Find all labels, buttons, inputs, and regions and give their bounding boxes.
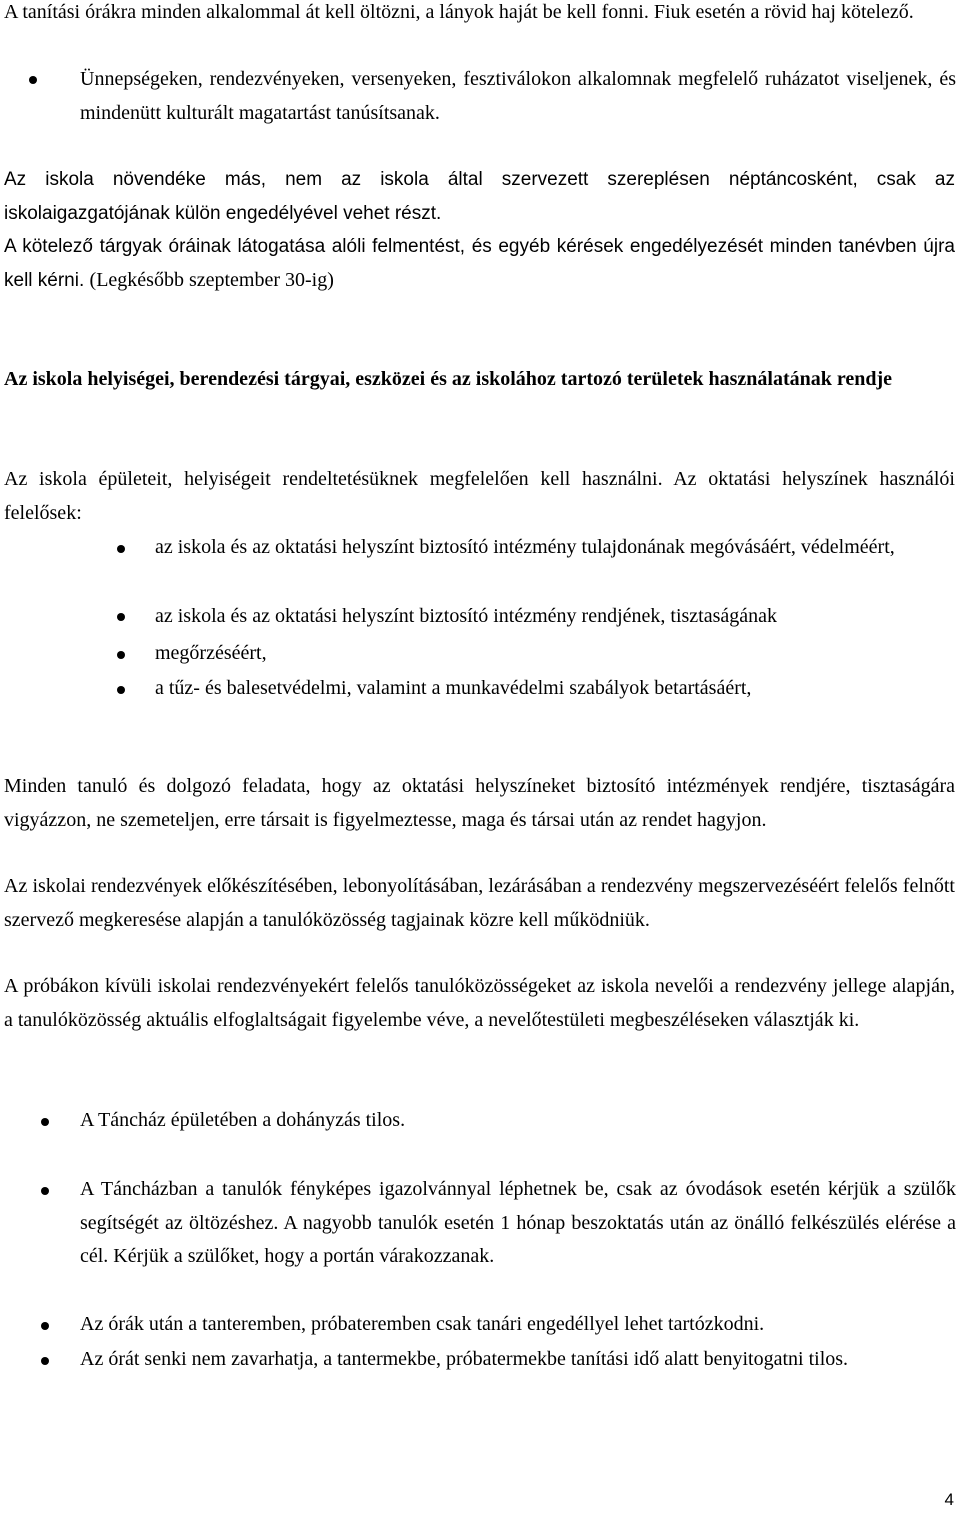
- facilities-intro: Az iskola épületeit, helyiségeit rendeltetésüknek megfelelően kell használni. Az oktatási helyszínek használói felelősek:: [4, 468, 955, 524]
- events-paragraph: Az iskolai rendezvények előkészítésében, lebonyolításában, lezárásában a rendezvény megszervezéséért felelős felnőtt szervező megkeresése alapján a tanulóközösség tagjainak közre kell működniük.: [4, 875, 955, 931]
- exemption-text: A kötelező tárgyak óráinak látogatása alóli felmentést, és egyéb kérések engedélyezését minden tanévben újra kell kérni.: [4, 236, 955, 291]
- rule-item: Az órák után a tanteremben, próbateremben csak tanári engedéllyel lehet tartózkodni.: [80, 1313, 765, 1335]
- rule-item: A Táncházban a tanulók fényképes igazolvánnyal léphetnek be, csak az óvodások esetén kérjük a szülők segítségét az öltözéshez. A nagyobb tanulók esetén 1 hónap beszoktatás után az önálló felkészülés elérése a cél. Kérjük a szülőket, hogy a portán várakozzanak.: [80, 1178, 956, 1267]
- responsibility-item: az iskola és az oktatási helyszínt biztosító intézmény rendjének, tisztaságának: [155, 605, 778, 627]
- bullet-icon: [41, 1322, 49, 1330]
- event-clothing-bullet: Ünnepségeken, rendezvényeken, versenyeken, fesztiválokon alkalomnak megfelelő ruházatot viseljenek, és mindenütt kulturált magatartást tanúsítsanak.: [80, 68, 956, 124]
- bullet-icon: [117, 613, 125, 621]
- responsibility-item: a tűz- és balesetvédelmi, valamint a munkavédelmi szabályok betartásáért,: [155, 677, 752, 699]
- clothing-rule-paragraph: A tanítási órákra minden alkalommal át kell öltözni, a lányok haját be kell fonni. Fiuk esetén a rövid haj kötelező.: [4, 1, 914, 23]
- bullet-icon: [41, 1118, 49, 1126]
- bullet-icon: [117, 651, 125, 659]
- responsibility-item: megőrzéséért,: [155, 642, 267, 664]
- page-number: 4: [944, 1490, 954, 1509]
- deadline-note: (Legkésőbb szeptember 30-ig): [89, 268, 334, 291]
- responsibility-item: az iskola és az oktatási helyszínt biztosító intézmény tulajdonának megóvásáért, védelméért,: [155, 536, 895, 558]
- rule-item: Az órát senki nem zavarhatja, a tantermekbe, próbatermekbe tanítási idő alatt benyitogatni tilos.: [80, 1348, 849, 1370]
- section-heading: Az iskola helyiségei, berendezési tárgyai, eszközei és az iskolához tartozó területek használatának rendje: [4, 368, 893, 390]
- bullet-icon: [41, 1187, 49, 1195]
- bullet-icon: [117, 545, 125, 553]
- bullet-icon: [41, 1357, 49, 1365]
- duty-paragraph: Minden tanuló és dolgozó feladata, hogy az oktatási helyszíneket biztosító intézmények rendjére, tisztaságára vigyázzon, ne szemeteljen, erre társait is figyelmeztesse, maga és társai után az rendet hagyjon.: [4, 775, 955, 831]
- bullet-icon: [117, 686, 125, 694]
- rule-item: A Táncház épületében a dohányzás tilos.: [80, 1109, 406, 1131]
- exemption-paragraph: [4, 230, 955, 297]
- outside-performance-paragraph: Az iskola növendéke más, nem az iskola által szervezett szereplésen néptáncosként, csak az iskolaigazgatójának külön engedélyével vehet részt.: [4, 169, 955, 224]
- community-paragraph: A próbákon kívüli iskolai rendezvényekért felelős tanulóközösségeket az iskola nevelői a rendezvény jellege alapján, a tanulóközösség aktuális elfoglaltságait figyelembe véve, a nevelőtestületi megbeszéléseken választják ki.: [4, 975, 955, 1031]
- bullet-icon: [29, 76, 37, 84]
